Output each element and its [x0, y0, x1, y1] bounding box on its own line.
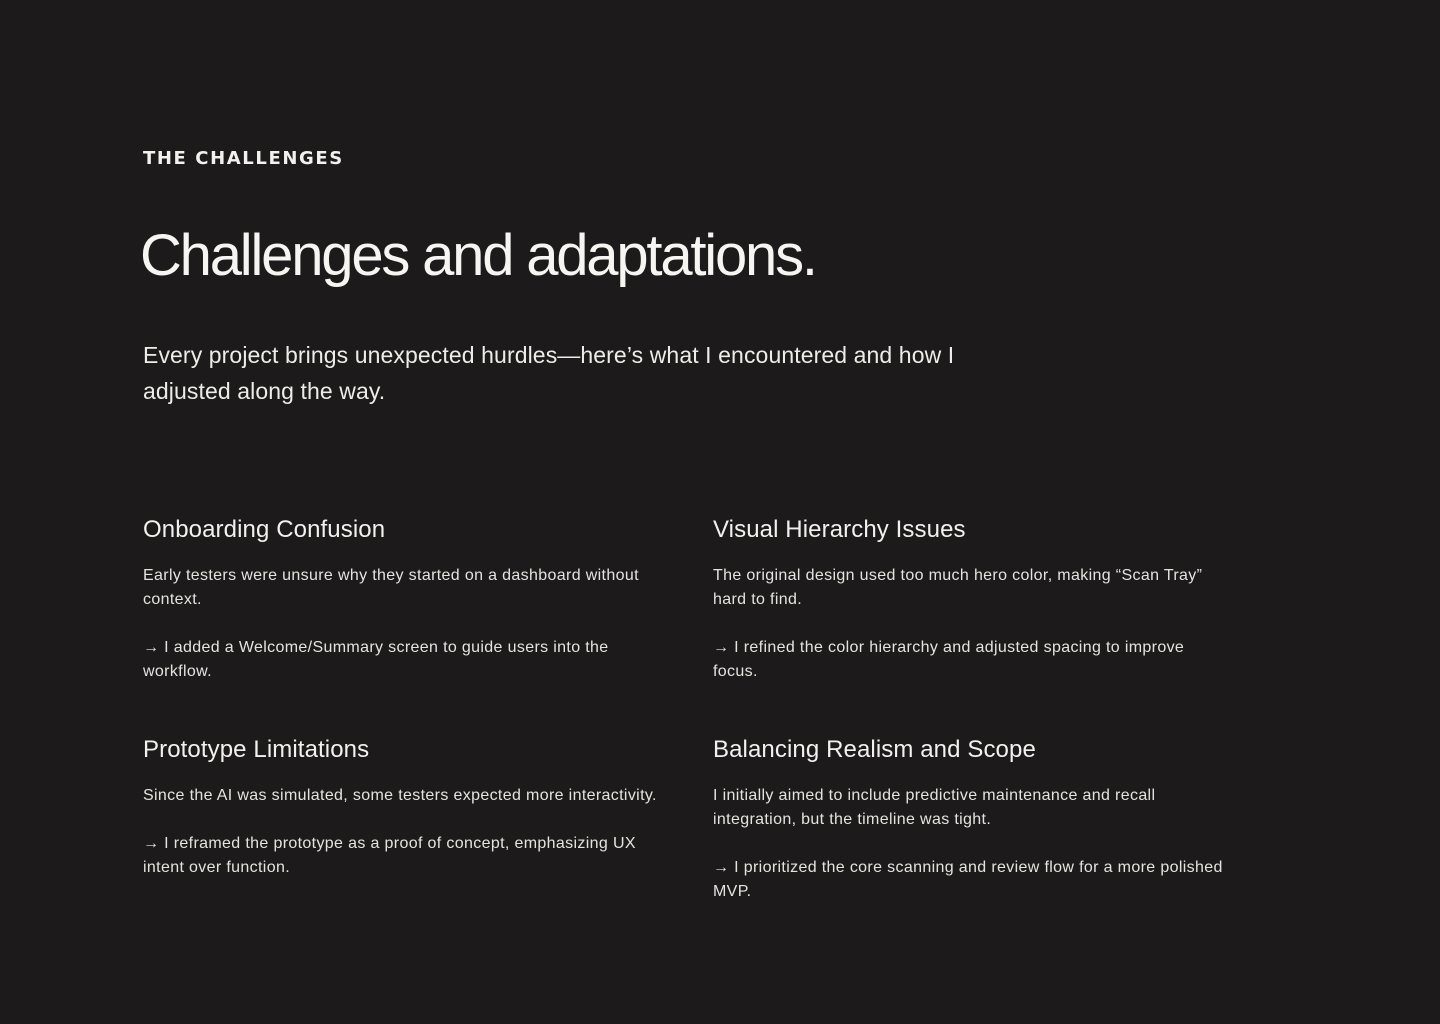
challenge-solution: → I refined the color hierarchy and adjusted spacing to improve focus.: [713, 639, 1185, 680]
challenge-problem: The original design used too much hero color, making “Scan Tray” hard to find.: [713, 567, 1203, 608]
challenge-card-onboarding: [143, 515, 663, 684]
challenge-problem: Early testers were unsure why they started on a dashboard without context.: [143, 567, 639, 608]
section-headline: Challenges and adaptations.: [140, 223, 816, 288]
challenge-card-realism-scope: [713, 735, 1233, 904]
challenge-title: Balancing Realism and Scope: [713, 736, 1036, 763]
section-eyebrow: THE CHALLENGES: [143, 148, 344, 169]
challenge-problem: I initially aimed to include predictive maintenance and recall integration, but the timeline was tight.: [713, 787, 1156, 828]
challenge-title: Visual Hierarchy Issues: [713, 516, 966, 543]
challenge-card-visual-hierarchy: [713, 515, 1233, 684]
challenge-card-prototype-limitations: [143, 735, 663, 880]
section-intro: Every project brings unexpected hurdles—here’s what I encountered and how I adjusted along the way.: [143, 342, 955, 404]
challenge-solution: → I reframed the prototype as a proof of concept, emphasizing UX intent over function.: [143, 835, 636, 876]
challenges-section: [140, 0, 1303, 1024]
challenge-solution: → I prioritized the core scanning and review flow for a more polished MVP.: [713, 859, 1223, 900]
challenge-title: Onboarding Confusion: [143, 516, 386, 543]
challenge-solution: → I added a Welcome/Summary screen to guide users into the workflow.: [143, 639, 609, 680]
challenge-title: Prototype Limitations: [143, 736, 370, 763]
challenge-problem: Since the AI was simulated, some testers expected more interactivity.: [143, 787, 657, 804]
